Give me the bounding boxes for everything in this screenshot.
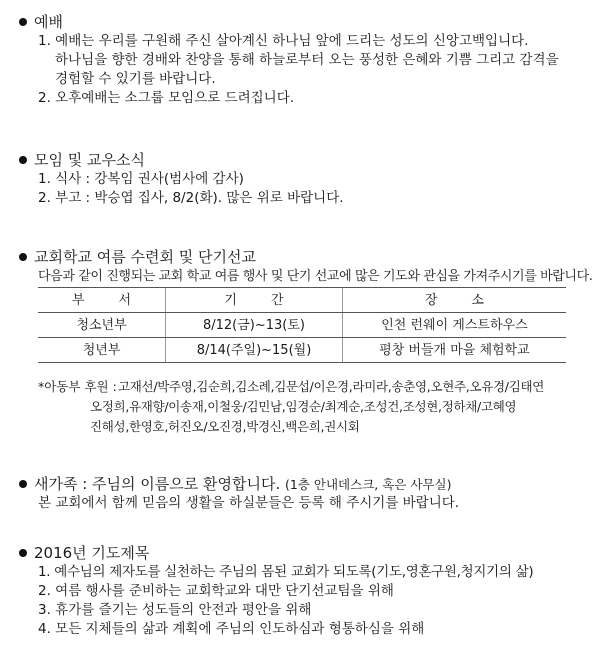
worship-section	[0, 12, 600, 108]
retreat-table	[38, 287, 566, 363]
retreat-section	[0, 247, 600, 447]
bullet-icon	[19, 18, 27, 26]
header-period: 기간	[166, 288, 343, 313]
retreat-title: 교회학교 여름 수련회 및 단기선교	[34, 248, 256, 266]
cell-place: 인천 런웨이 게스트하우스	[342, 313, 566, 338]
retreat-intro: 다음과 같이 진행되는 교회 학교 여름 행사 및 단기 선교에 많은 기도와 관심을 가져주시기를 바랍니다.	[38, 269, 593, 284]
newcomer-title: 새가족 : 주님의 이름으로 환영합니다.	[34, 475, 281, 493]
bullet-icon	[19, 549, 27, 557]
table-row	[38, 313, 566, 338]
cell-dept: 청소년부	[38, 313, 166, 338]
cell-period: 8/14(주일)~15(월)	[166, 338, 343, 363]
newcomer-text: 본 교회에서 함께 믿음의 생활을 하실분들은 등록 해 주시기를 바랍니다.	[38, 495, 460, 511]
fellowship-title: 모임 및 교우소식	[34, 151, 145, 169]
worship-heading	[0, 12, 600, 32]
bullet-icon	[19, 253, 27, 261]
header-place: 장소	[342, 288, 566, 313]
prayer-heading	[0, 543, 600, 563]
table-header-row	[38, 288, 566, 313]
worship-item-1-cont-a: 하나님을 향한 경배와 찬양을 통해 하늘로부터 오는 풍성한 은혜와 기쁨 그리고 감격을	[55, 52, 559, 68]
worship-title: 예배	[34, 13, 63, 31]
newcomer-note: (1층 안내데스크, 혹은 사무실)	[285, 477, 452, 492]
fellowship-section	[0, 150, 600, 208]
retreat-heading	[0, 247, 600, 267]
newcomer-heading	[0, 474, 600, 494]
cell-period: 8/12(금)~13(토)	[166, 313, 343, 338]
bullet-icon	[19, 156, 27, 164]
fellowship-heading	[0, 150, 600, 170]
cell-place: 평창 버들개 마을 체험학교	[342, 338, 566, 363]
supporters-line-1: 고재선/박주영,김순희,김소례,김문섭/이은경,라미라,송춘영,오현주,오유경/김태연	[118, 379, 545, 394]
supporters-line-3: 진해성,한영호,허진오/오진경,박경신,백은희,권시회	[90, 419, 360, 434]
worship-item-1-cont-b: 경험할 수 있기를 바랍니다.	[55, 71, 216, 87]
newcomer-section	[0, 474, 600, 513]
prayer-section	[0, 543, 600, 639]
prayer-item-3: 3. 휴가를 즐기는 성도들의 안전과 평안을 위해	[38, 602, 312, 618]
bullet-icon	[19, 480, 27, 488]
supporters-label: *아동부 후원 :	[38, 379, 117, 394]
prayer-title: 2016년 기도제목	[34, 544, 150, 562]
header-dept: 부서	[38, 288, 166, 313]
fellowship-item-1: 1. 식사 : 강복임 권사(범사에 감사)	[38, 171, 244, 187]
table-row	[38, 338, 566, 363]
prayer-item-4: 4. 모든 지체들의 삶과 계획에 주님의 인도하심과 형통하심을 위해	[38, 621, 425, 637]
supporters-line-2: 오정희,유재향/이송재,이철웅/김민남,임경순/최계순,조성건,조성현,정하채/고혜영	[90, 399, 517, 414]
fellowship-item-2: 2. 부고 : 박승엽 집사, 8/2(화). 많은 위로 바랍니다.	[38, 190, 344, 206]
prayer-item-1: 1. 예수님의 제자도를 실천하는 주님의 몸된 교회가 되도록(기도,영혼구원,청지기의 삶)	[38, 564, 534, 580]
worship-item-1: 1. 예배는 우리를 구원해 주신 살아계신 하나님 앞에 드리는 성도의 신앙고백입니다.	[38, 33, 529, 49]
prayer-item-2: 2. 여름 행사를 준비하는 교회학교와 대만 단기선교팀을 위해	[38, 583, 394, 599]
worship-item-2: 2. 오후예배는 소그룹 모임으로 드려집니다.	[38, 90, 295, 106]
cell-dept: 청년부	[38, 338, 166, 363]
